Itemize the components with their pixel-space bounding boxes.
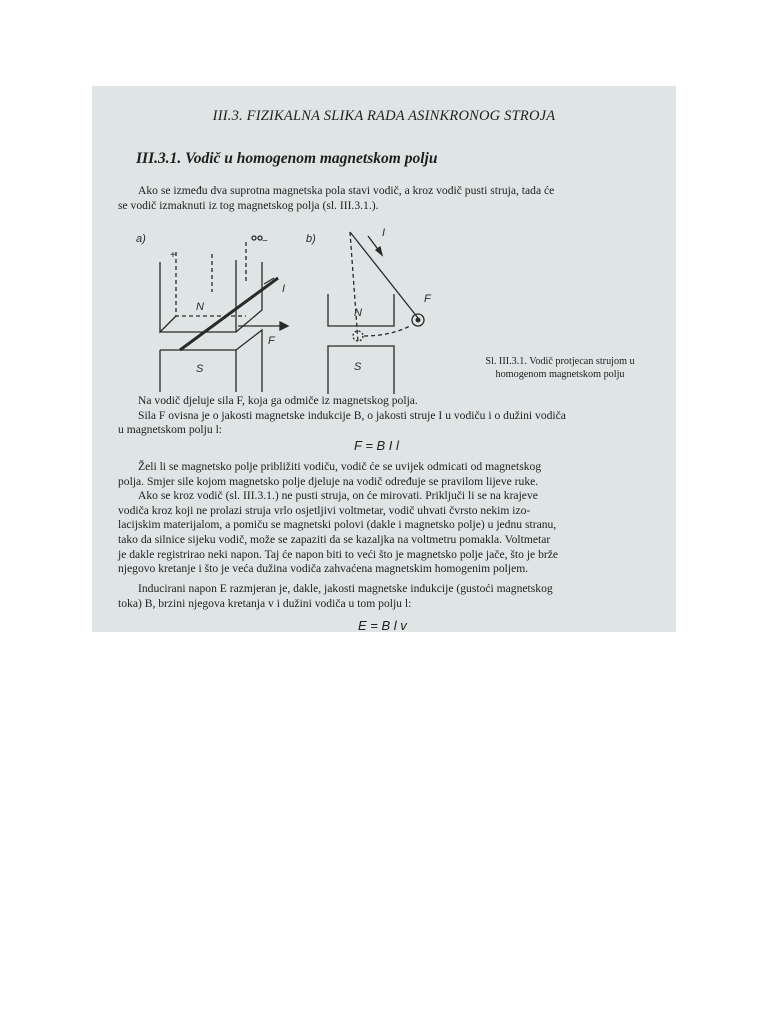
main-line: vodiča kroz koji ne prolazi struja vrlo osjetljivi voltmetar, vodič uhvati čvrsto nekim izo- <box>118 503 531 517</box>
force-arrowhead-icon <box>280 322 288 330</box>
main-line: Ako se kroz vodič (sl. III.3.1.) ne pusti struja, on će mirovati. Priključi li se na krajeve <box>138 489 538 503</box>
force-paragraph <box>118 394 652 438</box>
formula-voltage: E = B l v <box>358 618 407 632</box>
force-line: Sila F ovisna je o jakosti magnetske indukcije B, o jakosti struje I u vodiču i o dužini vodiča <box>138 408 566 422</box>
displacement-path <box>364 326 410 336</box>
caption-line: Sl. III.3.1. Vodič protjecan strujom u <box>485 356 635 367</box>
terminal-plus: + <box>170 250 176 261</box>
current-label-a: I <box>282 283 286 295</box>
pole-n-label-a: N <box>196 301 204 313</box>
terminal-minus: − <box>262 236 268 247</box>
induced-line: Inducirani napon E razmjeran je, dakle, jakosti magnetske indukcije (gustoći magnetskog <box>138 582 553 595</box>
n-pole-face <box>160 262 262 332</box>
s-pole-top <box>160 330 262 392</box>
figure-label-a: a) <box>136 233 146 245</box>
pole-s-label-b: S <box>354 361 362 373</box>
current-dot-icon <box>416 318 420 322</box>
force-line: u magnetskom polju l: <box>118 423 223 437</box>
terminal-icon <box>252 236 256 240</box>
figure-caption <box>460 356 660 381</box>
induced-paragraph <box>118 582 652 611</box>
force-label-a: F <box>268 335 275 347</box>
pole-n-label-b: N <box>354 307 362 319</box>
scanned-page <box>92 86 676 632</box>
intro-paragraph <box>118 184 652 213</box>
n-pole-left-edge <box>160 262 176 332</box>
force-line: Na vodič djeluje sila F, koja ga odmiče iz magnetskog polja. <box>138 394 418 407</box>
conductor-rod <box>180 278 278 350</box>
current-label-b: I <box>382 227 386 239</box>
chapter-title: III.3. FIZIKALNA SLIKA RADA ASINKRONOG STROJA <box>212 108 556 124</box>
main-paragraph <box>118 460 652 577</box>
main-line: tako da silnice sijeku vodič, može se zapaziti da se kazaljka na voltmetru pomakla. Voltmetar <box>118 532 551 546</box>
caption-line: homogenom magnetskom polju <box>495 368 625 380</box>
intro-line: se vodič izmaknuti iz tog magnetskog polja (sl. III.3.1.). <box>118 198 379 212</box>
induced-line: toka) B, brzini njegova kretanja v i dužini vodiča u tom polju l: <box>118 596 412 610</box>
main-line: polja. Smjer sile kojom magnetsko polje djeluje na vodič određuje se pravilom lijeve ruke. <box>118 474 539 488</box>
main-line: njegovo kretanje i što je veća dužina vodiča zahvaćena magnetskim homogenim poljem. <box>118 562 529 576</box>
section-title: III.3.1. Vodič u homogenom magnetskom polju <box>136 150 438 167</box>
main-line: Želi li se magnetsko polje približiti vodiču, vodič će se uvijek odmicati od magnetskog <box>138 460 542 473</box>
formula-force: F = B I l <box>354 438 399 453</box>
figure-label-b: b) <box>306 233 316 245</box>
pole-s-label-a: S <box>196 363 204 375</box>
force-label-b: F <box>424 293 431 305</box>
suspension-wire <box>350 232 418 318</box>
intro-line: Ako se između dva suprotna magnetska pola stavi vodič, a kroz vodič pusti struja, tada će <box>138 184 555 197</box>
main-line: lacijskim materijalom, a pomiču se magnetski polovi (dakle i magnetsko polje) u jednu stranu, <box>118 518 557 532</box>
main-line: je dakle registrirao neki napon. Taj će napon biti to veći što je magnetsko polje jače, što je brže <box>118 547 559 561</box>
